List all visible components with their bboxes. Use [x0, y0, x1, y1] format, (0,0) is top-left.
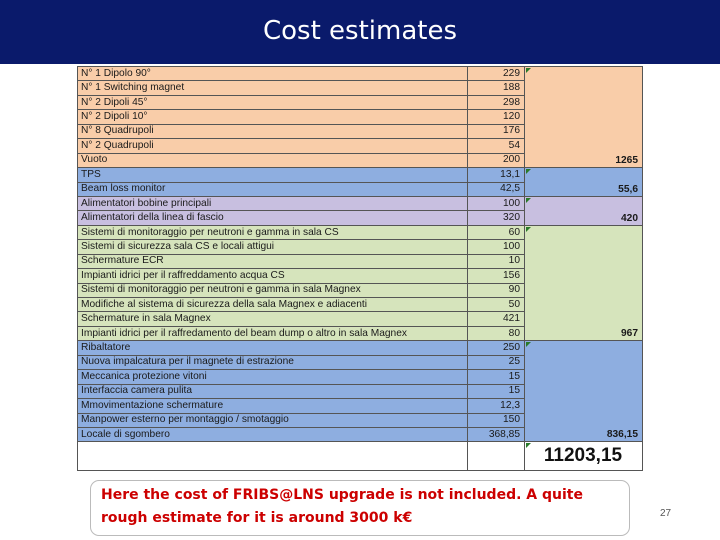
grand-total: 11203,15	[525, 442, 643, 471]
group-subtotal: 836,15	[525, 341, 643, 442]
item-value: 421	[468, 312, 525, 326]
table-row	[78, 341, 643, 355]
item-name: N° 8 Quadrupoli	[78, 124, 468, 138]
table-row	[78, 225, 643, 239]
item-value: 25	[468, 355, 525, 369]
item-name: Manpower esterno per montaggio / smotaggio	[78, 413, 468, 427]
table-row	[78, 67, 643, 81]
item-value: 80	[468, 326, 525, 340]
item-value: 50	[468, 298, 525, 312]
item-value: 120	[468, 110, 525, 124]
item-value: 188	[468, 81, 525, 95]
table-row	[78, 196, 643, 210]
item-name: Impianti idrici per il raffredamento del beam dump o altro in sala Magnex	[78, 326, 468, 340]
item-value: 13,1	[468, 168, 525, 182]
group-subtotal: 420	[525, 196, 643, 225]
table-row	[78, 168, 643, 182]
item-name: Sistemi di sicurezza sala CS e locali attigui	[78, 240, 468, 254]
item-name: Schermature in sala Magnex	[78, 312, 468, 326]
item-value: 100	[468, 196, 525, 210]
item-value: 150	[468, 413, 525, 427]
item-name: Modifiche al sistema di sicurezza della sala Magnex e adiacenti	[78, 298, 468, 312]
item-value: 90	[468, 283, 525, 297]
item-name: Ribaltatore	[78, 341, 468, 355]
group-subtotal: 967	[525, 225, 643, 341]
item-value: 200	[468, 153, 525, 167]
item-value: 10	[468, 254, 525, 268]
item-name: Nuova impalcatura per il magnete di estrazione	[78, 355, 468, 369]
cost-table	[77, 66, 643, 471]
slide-title: Cost estimates	[262, 16, 458, 46]
item-value: 15	[468, 370, 525, 384]
item-name: N° 1 Dipolo 90°	[78, 67, 468, 81]
item-name: N° 2 Dipoli 45°	[78, 95, 468, 109]
item-name: Locale di sgombero	[78, 427, 468, 441]
item-name: Impianti idrici per il raffreddamento acqua CS	[78, 269, 468, 283]
page-number: 27	[660, 508, 672, 519]
item-value: 229	[468, 67, 525, 81]
item-value: 320	[468, 211, 525, 225]
item-name: Interfaccia camera pulita	[78, 384, 468, 398]
total-row	[78, 442, 643, 471]
item-name: N° 2 Dipoli 10°	[78, 110, 468, 124]
item-name: Alimentatori della linea di fascio	[78, 211, 468, 225]
item-value: 368,85	[468, 427, 525, 441]
empty-cell	[78, 442, 468, 471]
empty-cell	[468, 442, 525, 471]
item-name: Meccanica protezione vitoni	[78, 370, 468, 384]
item-name: Alimentatori bobine principali	[78, 196, 468, 210]
item-name: N° 1 Switching magnet	[78, 81, 468, 95]
item-name: Vuoto	[78, 153, 468, 167]
cost-table-body	[78, 67, 643, 471]
item-value: 42,5	[468, 182, 525, 196]
item-name: Beam loss monitor	[78, 182, 468, 196]
item-name: Schermature ECR	[78, 254, 468, 268]
item-name: Sistemi di monitoraggio per neutroni e gamma in sala CS	[78, 225, 468, 239]
item-value: 12,3	[468, 399, 525, 413]
note-box	[90, 480, 630, 536]
item-value: 176	[468, 124, 525, 138]
item-value: 156	[468, 269, 525, 283]
group-subtotal: 55,6	[525, 168, 643, 197]
item-name: N° 2 Quadrupoli	[78, 139, 468, 153]
item-name: Sistemi di monitoraggio per neutroni e gamma in sala Magnex	[78, 283, 468, 297]
item-name: TPS	[78, 168, 468, 182]
note-text: Here the cost of FRIBS@LNS upgrade is not included. A quite rough estimate for it is around 3000 k€	[101, 487, 583, 526]
group-subtotal: 1265	[525, 67, 643, 168]
item-value: 100	[468, 240, 525, 254]
item-name: Mmovimentazione schermature	[78, 399, 468, 413]
item-value: 298	[468, 95, 525, 109]
item-value: 60	[468, 225, 525, 239]
item-value: 15	[468, 384, 525, 398]
item-value: 250	[468, 341, 525, 355]
item-value: 54	[468, 139, 525, 153]
